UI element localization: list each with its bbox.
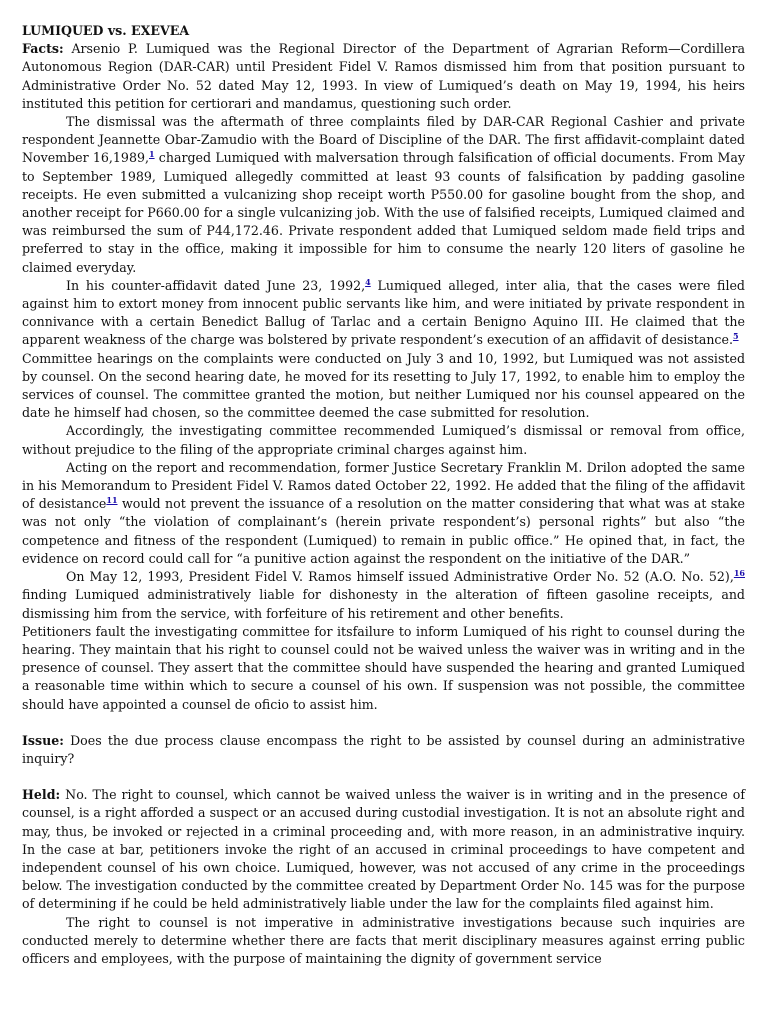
issue-paragraph bbox=[22, 732, 745, 768]
facts-paragraph-6 bbox=[22, 459, 745, 568]
document-page bbox=[22, 22, 745, 968]
footnote-link-11[interactable]: 11 bbox=[106, 495, 118, 506]
held-text-1: No. The right to counsel, which cannot be waived unless the waiver is in writing and in the presence of counsel, is a right afforded a suspect or an accused during custodial investigation. It is not an absolute right and may, thus, be invoked or rejected in a criminal proceeding and, with more reason, in an administrative inquiry. In the case at bar, petitioners invoke the right of an accused in criminal proceedings to have competent and independent counsel of his own choice. Lumiqued, however, was not accused of any crime in the proceedings below. The investigation conducted by the committee created by Department Order No. 145 was for the purpose of determining if he could be held administratively liable under the law for the complaints filed against him. bbox=[22, 787, 745, 912]
facts-text-2b: charged Lumiqued with malversation through falsification of official documents. From May to September 1989, Lumiqued allegedly committed at least 93 counts of falsification by padding gasoline receipts. He even submitted a vulcanizing shop receipt worth P550.00 for gasoline bought from the shop, and another receipt for P660.00 for a single vulcanizing job. With the use of falsified receipts, Lumiqued claimed and was reimbursed the sum of P44,172.46. Private respondent added that Lumiqued seldom made field trips and preferred to stay in the office, making it impossible for him to consume the nearly 120 liters of gasoline he claimed everyday. bbox=[22, 150, 746, 275]
facts-paragraph-3 bbox=[22, 277, 745, 350]
held-paragraph-1 bbox=[22, 786, 745, 913]
facts-text-2a: The dismissal was the aftermath of three complaints filed by DAR-CAR Regional Cashier and private respondent Jeannette Obar-Zamudio with the Board of Discipline of the DAR. The first affidavit-complaint dated November 16,1989, bbox=[22, 114, 745, 166]
footnote-link-4[interactable]: 4 bbox=[365, 276, 371, 287]
facts-text-6b: would not prevent the issuance of a resolution on the matter considering that what was at stake was not only “the violation of complainant’s (herein private respondent’s) personal rights” but also “the competence and fitness of the respondent (Lumiqued) to remain in public office.” He opined that, in fact, the evidence on record could call for “a punitive action against the respondent on the initiative of the DAR.” bbox=[22, 496, 746, 566]
facts-paragraph-2 bbox=[22, 113, 745, 277]
footnote-link-5[interactable]: 5 bbox=[732, 331, 739, 342]
held-label: Held: bbox=[22, 787, 61, 803]
facts-paragraph-4: Committee hearings on the complaints were conducted on July 3 and 10, 1992, but Lumiqued was not assisted by counsel. On the second hearing date, he moved for its resetting to July 17, 1992, to enable him to employ the services of counsel. The committee granted the motion, but neither Lumiqued nor his counsel appeared on the date he himself had chosen, so the committee deemed the case submitted for resolution. bbox=[22, 350, 745, 421]
facts-text-7a: On May 12, 1993, President Fidel V. Ramos himself issued Administrative Order No. 52 (A.O. No. 52), bbox=[66, 569, 734, 585]
facts-text-6a: Acting on the report and recommendation, former Justice Secretary Franklin M. Drilon adopted the same in his Memorandum to President Fidel V. Ramos dated October 22, 1992. He added that the filing of the affidavit of desistance bbox=[22, 459, 745, 512]
held-paragraph-2: The right to counsel is not imperative in administrative investigations because such inquiries are conducted merely to determine whether there are facts that merit disciplinary measures against erring public officers and employees, with the purpose of maintaining the dignity of government service bbox=[22, 914, 745, 966]
facts-text-3a: In his counter-affidavit dated June 23, 1992, bbox=[66, 277, 366, 293]
facts-paragraph-1 bbox=[22, 40, 745, 113]
issue-text: Does the due process clause encompass the right to be assisted by counsel during an administrative inquiry? bbox=[22, 732, 745, 766]
spacer bbox=[22, 768, 745, 786]
issue-label: Issue: bbox=[22, 732, 64, 748]
facts-text-1: Arsenio P. Lumiqued was the Regional Director of the Department of Agrarian Reform—Cordillera Autonomous Region (DAR-CAR) until President Fidel V. Ramos dismissed him from that position pursuant to Administrative Order No. 52 dated May 12, 1993. In view of Lumiqued’s death on May 19, 1994, his heirs instituted this petition for certiorari and mandamus, questioning such order. bbox=[22, 41, 745, 111]
footnote-link-16[interactable]: 16 bbox=[733, 567, 745, 578]
facts-label: Facts: bbox=[22, 41, 64, 57]
facts-paragraph-5: Accordingly, the investigating committee recommended Lumiqued’s dismissal or removal from office, without prejudice to the filing of the appropriate criminal charges against him. bbox=[22, 423, 745, 457]
spacer bbox=[22, 714, 745, 732]
facts-paragraph-8: Petitioners fault the investigating committee for itsfailure to inform Lumiqued of his right to counsel during the hearing. They maintain that his right to counsel could not be waived unless the waiver was in writing and in the presence of counsel. They assert that the committee should have suspended the hearing and granted Lumiqued a reasonable time within which to secure a counsel of his own. If suspension was not possible, the committee should have appointed a counsel de oficio to assist him. bbox=[22, 623, 745, 712]
facts-text-3b: Lumiqued alleged, inter alia, that the cases were filed against him to extort money from innocent public servants like him, and were initiated by private respondent in connivance with a certain Benedict Ballug of Tarlac and a certain Benigno Aquino III. He claimed that the apparent weakness of the charge was bolstered by private respondent’s execution of an affidavit of desistance. bbox=[22, 277, 745, 348]
facts-text-7b: finding Lumiqued administratively liable for dishonesty in the alteration of fifteen gasoline receipts, and dismissing him from the service, with forfeiture of his retirement and other benefits. bbox=[22, 587, 745, 621]
footnote-link-1[interactable]: 1 bbox=[148, 149, 155, 160]
case-title: LUMIQUED vs. EXEVEA bbox=[22, 23, 190, 38]
facts-paragraph-7 bbox=[22, 568, 745, 623]
